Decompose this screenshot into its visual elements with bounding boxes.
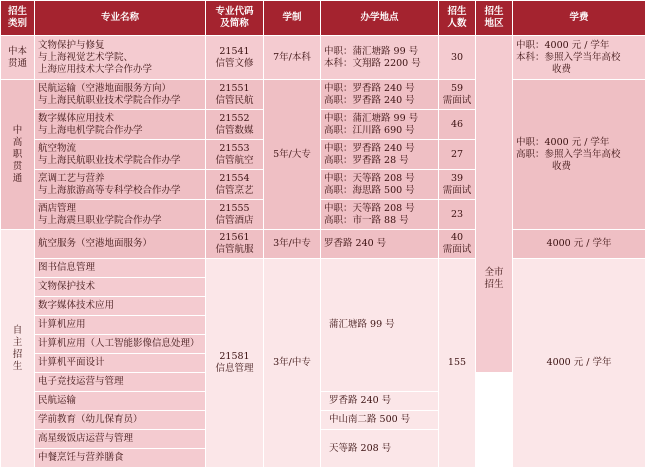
years-cell: 5年/大专 [264,80,321,230]
location-cell: 中职：天等路 208 号 高职：市一路 88 号 [321,200,439,230]
table-row [1,230,645,259]
code-cell: 21552 信管数媒 [206,110,264,140]
header-row [1,1,645,36]
location-cell: 罗香路 240 号 [321,392,439,411]
major-cell: 文物保护与修复 与上海视觉艺术学院、 上海应用技术大学合作办学 [35,36,206,80]
location-cell: 蒲汇塘路 99 号 [321,259,439,392]
location-cell: 中职：天等路 208 号 高职：海思路 500 号 [321,170,439,200]
category-zhongben: 中本贯通 [1,36,35,80]
count-cell: 27 [439,140,476,170]
code-cell: 21555 信管酒店 [206,200,264,230]
count-cell: 23 [439,200,476,230]
location-cell: 天等路 208 号 [321,430,439,468]
table-row [1,80,645,110]
header-region: 招生地区 [476,1,513,36]
code-cell: 21554 信管烹艺 [206,170,264,200]
count-cell: 155 [439,259,476,468]
years-cell: 7年/本科 [264,36,321,80]
count-cell: 59 需面试 [439,80,476,110]
header-location: 办学地点 [321,1,439,36]
code-cell: 21553 信管航空 [206,140,264,170]
fee-cell: 中职：4000 元 / 学年 高职：参照入学当年高校 收费 [513,80,645,230]
major-cell: 烹调工艺与营养 与上海旅游高等专科学校合作办学 [35,170,206,200]
code-cell: 21561 信管航服 [206,230,264,259]
major-cell: 航空物流 与上海民航职业技术学院合作办学 [35,140,206,170]
code-cell: 21581 信息管理 [206,259,264,468]
code-cell: 21541 信管文修 [206,36,264,80]
header-major: 专业名称 [35,1,206,36]
major-cell: 数字媒体技术应用 [35,297,206,316]
major-cell: 数字媒体应用技术 与上海电机学院合作办学 [35,110,206,140]
header-years: 学制 [264,1,321,36]
major-cell: 电子竞技运营与管理 [35,373,206,392]
category-zizhu: 自主招生 [1,230,35,468]
code-cell: 21551 信管民航 [206,80,264,110]
major-cell: 民航运输（空港地面服务方向） 与上海民航职业技术学院合作办学 [35,80,206,110]
table-row [1,259,645,278]
header-fee: 学费 [513,1,645,36]
header-code: 专业代码及简称 [206,1,264,36]
count-cell: 40 需面试 [439,230,476,259]
table-row [1,36,645,80]
location-cell: 罗香路 240 号 [321,230,439,259]
region-cell: 全市 招生 [476,36,513,373]
major-cell: 计算机应用（人工智能影像信息处理） [35,335,206,354]
location-cell: 中职：罗香路 240 号 高职：罗香路 240 号 [321,80,439,110]
major-cell: 中餐烹饪与营养膳食 [35,449,206,468]
header-category: 招生类别 [1,1,35,36]
years-cell: 3年/中专 [264,230,321,259]
major-cell: 图书信息管理 [35,259,206,278]
major-cell: 计算机应用 [35,316,206,335]
location-cell: 中山南二路 500 号 [321,411,439,430]
fee-cell: 4000 元 / 学年 [513,259,645,468]
major-cell: 文物保护技术 [35,278,206,297]
location-cell: 中职：罗香路 240 号 高职：罗香路 28 号 [321,140,439,170]
major-cell: 民航运输 [35,392,206,411]
count-cell: 46 [439,110,476,140]
fee-cell: 中职：4000 元 / 学年 本科：参照入学当年高校 收费 [513,36,645,80]
major-cell: 高星级饭店运营与管理 [35,430,206,449]
major-cell: 学前教育（幼儿保育员） [35,411,206,430]
header-count: 招生人数 [439,1,476,36]
count-cell: 30 [439,36,476,80]
major-cell: 计算机平面设计 [35,354,206,373]
major-cell: 航空服务（空港地面服务） [35,230,206,259]
years-cell: 3年/中专 [264,259,321,468]
fee-cell: 4000 元 / 学年 [513,230,645,259]
location-cell: 中职：蒲汇塘路 99 号 高职：江川路 690 号 [321,110,439,140]
major-cell: 酒店管理 与上海震旦职业学院合作办学 [35,200,206,230]
location-cell: 中职：蒲汇塘路 99 号 本科：文翔路 2200 号 [321,36,439,80]
category-zhonggao: 中高职贯通 [1,80,35,230]
count-cell: 39 需面试 [439,170,476,200]
